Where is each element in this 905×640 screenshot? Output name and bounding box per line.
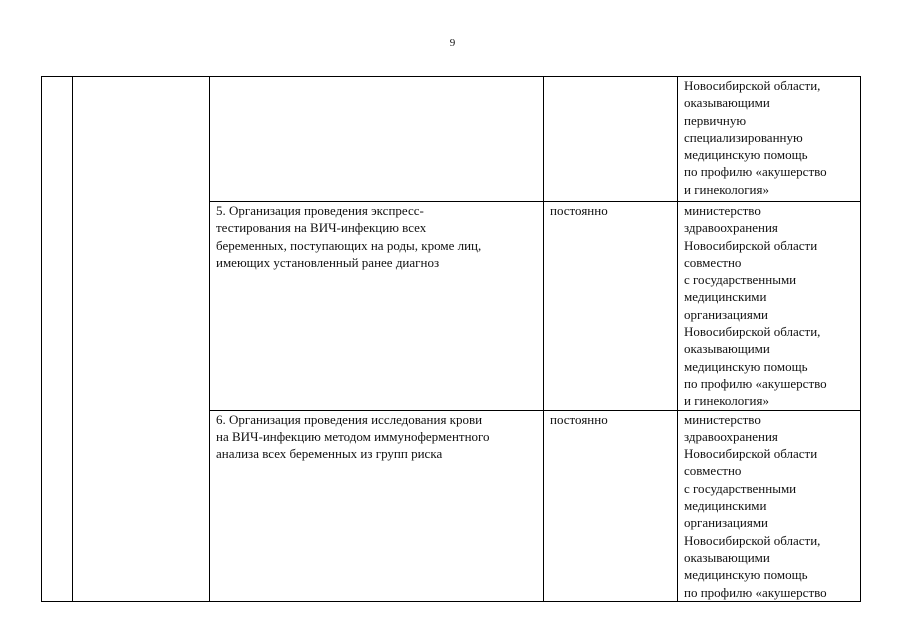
page-number: 9: [449, 37, 456, 49]
executor-line: совместно: [684, 463, 742, 479]
executor-line: министерство: [684, 411, 761, 427]
deadline-cell: [544, 77, 678, 202]
action-line: имеющих установленный ранее диагноз: [216, 254, 440, 270]
executor-cell: [678, 410, 861, 601]
action-line: 5. Организация проведения экспресс-: [216, 203, 424, 218]
executor-line: медицинскую помощь: [684, 567, 808, 583]
deadline-cell: [544, 410, 678, 601]
executor-line: Новосибирской области,: [684, 78, 821, 93]
action-text: [216, 411, 543, 463]
executor-line: Новосибирской области,: [684, 324, 821, 340]
executor-line: оказывающими: [684, 341, 770, 357]
executor-line: оказывающими: [684, 95, 770, 111]
executor-line: по профилю «акушерство: [684, 164, 827, 180]
action-line: анализа всех беременных из групп риска: [216, 446, 443, 462]
table-row: [42, 77, 861, 202]
executor-line: и гинекология»: [684, 181, 769, 197]
executor-text: [684, 411, 860, 601]
executor-line: медицинскими: [684, 289, 767, 305]
executor-line: специализированную: [684, 129, 803, 145]
executor-line: Новосибирской области: [684, 446, 818, 462]
executor-line: по профилю «акушерство: [684, 375, 827, 391]
executor-line: с государственными: [684, 272, 797, 288]
action-line: беременных, поступающих на роды, кроме лиц,: [216, 237, 482, 253]
task-cell: [73, 77, 210, 602]
executor-line: министерство: [684, 203, 761, 218]
deadline-text: постоянно: [550, 411, 608, 427]
executor-line: организациями: [684, 306, 768, 322]
action-text: [216, 202, 543, 271]
executor-text: [684, 202, 860, 410]
executor-line: медицинскую помощь: [684, 147, 808, 163]
executor-line: медицинскую помощь: [684, 358, 808, 374]
executor-line: Новосибирской области,: [684, 532, 821, 548]
action-line: на ВИЧ-инфекцию методом иммуноферментного: [216, 428, 490, 444]
executor-line: с государственными: [684, 480, 797, 496]
executor-line: здравоохранения: [684, 220, 778, 236]
executor-line: совместно: [684, 254, 742, 270]
deadline-cell: [544, 202, 678, 411]
executor-line: по профилю «акушерство: [684, 584, 827, 600]
executor-line: первичную: [684, 112, 747, 128]
deadline-text: постоянно: [550, 203, 608, 218]
action-cell: [210, 202, 544, 411]
action-cell: [210, 410, 544, 601]
executor-cell: [678, 77, 861, 202]
executor-line: здравоохранения: [684, 428, 778, 444]
number-cell: [42, 77, 73, 602]
executor-line: оказывающими: [684, 549, 770, 565]
measures-table: [41, 76, 861, 602]
action-line: 6. Организация проведения исследования крови: [216, 411, 483, 427]
executor-text: [684, 77, 860, 198]
action-line: тестирования на ВИЧ-инфекцию всех: [216, 220, 427, 236]
executor-line: и гинекология»: [684, 393, 769, 409]
executor-line: медицинскими: [684, 498, 767, 514]
executor-line: Новосибирской области: [684, 237, 818, 253]
executor-line: организациями: [684, 515, 768, 531]
action-cell: [210, 77, 544, 202]
executor-cell: [678, 202, 861, 411]
